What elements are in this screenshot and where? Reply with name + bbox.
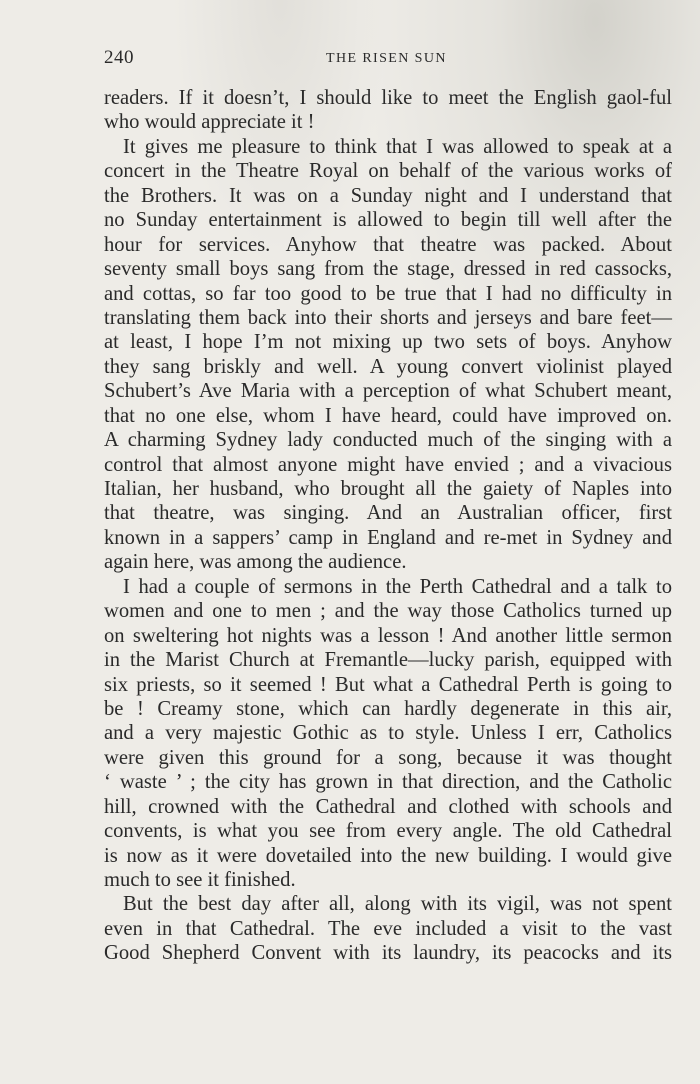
text-line: six priests, so it seemed ! But what a Cathedral Perth is going to — [104, 673, 672, 696]
text-line: again here, was among the audience. — [104, 551, 407, 574]
text-line: women and one to men ; and the way those Catholics turned up — [104, 600, 672, 623]
text-line: ‘ waste ’ ; the city has grown in that direction, and the Catholic — [104, 771, 672, 794]
text-line: hour for services. Anyhow that theatre was packed. About — [104, 233, 672, 256]
text-line: on sweltering hot nights was a lesson ! And another little sermon — [104, 624, 672, 647]
text-line: that no one else, whom I have heard, could have improved on. — [104, 404, 672, 427]
text-line: concert in the Theatre Royal on behalf of the various works of — [104, 160, 672, 183]
paragraph-start-line: It gives me pleasure to think that I was allowed to speak at a — [123, 135, 672, 158]
text-line: that theatre, was singing. And an Australian officer, first — [104, 502, 672, 525]
text-line: known in a sappers’ camp in England and re-met in Sydney and — [104, 526, 672, 549]
paragraph-start-line: I had a couple of sermons in the Perth Cathedral and a talk to — [123, 575, 672, 598]
text-line: and a very majestic Gothic as to style. Unless I err, Catholics — [104, 722, 672, 745]
text-line: who would appreciate it ! — [104, 111, 315, 134]
page-number: 240 — [104, 47, 134, 68]
text-line: hill, crowned with the Cathedral and clothed with schools and — [104, 795, 672, 818]
text-line: at least, I hope I’m not mixing up two sets of boys. Anyhow — [104, 331, 672, 354]
text-line: even in that Cathedral. The eve included a visit to the vast — [104, 917, 672, 940]
text-line: convents, is what you see from every angle. The old Cathedral — [104, 820, 672, 843]
text-line: readers. If it doesn’t, I should like to meet the English gaol-ful — [104, 87, 672, 109]
text-line: A charming Sydney lady conducted much of the singing with a — [104, 429, 672, 452]
text-line: be ! Creamy stone, which can hardly degenerate in this air, — [104, 697, 672, 720]
text-line: the Brothers. It was on a Sunday night and I understand that — [104, 184, 672, 207]
text-line: is now as it were dovetailed into the new building. I would give — [104, 844, 672, 867]
running-head: THE RISEN SUN — [326, 51, 447, 66]
text-line: much to see it finished. — [104, 869, 296, 891]
text-line: seventy small boys sang from the stage, dressed in red cassocks, — [104, 258, 672, 281]
text-line: in the Marist Church at Fremantle—lucky parish, equipped with — [104, 649, 672, 672]
text-line: they sang briskly and well. A young convert violinist played — [104, 355, 672, 378]
text-line: Good Shepherd Convent with its laundry, its peacocks and its — [104, 942, 672, 965]
page-header — [104, 47, 672, 75]
body-text — [104, 86, 672, 966]
text-line: translating them back into their shorts and jerseys and bare feet— — [104, 306, 672, 329]
paragraph-start-line: But the best day after all, along with its vigil, was not spent — [123, 893, 672, 916]
text-line: control that almost anyone might have envied ; and a vivacious — [104, 453, 672, 476]
text-line: Italian, her husband, who brought all the gaiety of Naples into — [104, 478, 672, 500]
text-line: no Sunday entertainment is allowed to begin till well after the — [104, 209, 672, 232]
text-line: and cottas, so far too good to be true that I had no difficulty in — [104, 282, 672, 305]
text-line: Schubert’s Ave Maria with a perception of what Schubert meant, — [104, 380, 672, 403]
text-line: were given this ground for a song, because it was thought — [104, 746, 672, 769]
